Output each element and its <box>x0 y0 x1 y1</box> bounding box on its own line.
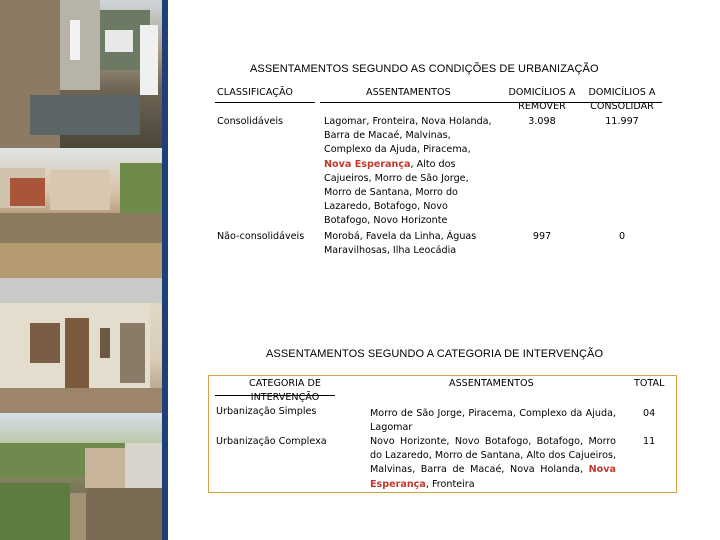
table2-row1-categoria: Urbanização Simples <box>216 406 317 417</box>
photo-polluted-canal <box>0 148 162 278</box>
table1-row2-classificacao: Não-consolidáveis <box>217 231 305 242</box>
table1-header-consolidar-line1: DOMICÍLIOS A <box>588 87 656 98</box>
table1-header-consolidar-line2: CONSOLIDAR <box>590 101 654 113</box>
table1-row2-assentamentos: Morobá, Favela da Linha, Águas Maravilhosas, Ilha Leocádia <box>324 231 477 257</box>
table1-row2-consolidar: 0 <box>618 231 626 242</box>
photo-strip <box>0 0 162 540</box>
table1-header-remover <box>504 86 580 114</box>
table2-header-total: TOTAL <box>634 378 665 389</box>
table2-row1-assentamentos: Morro de São Jorge, Piracema, Complexo da Ajuda, Lagomar <box>370 408 616 434</box>
table1-row1-assentamentos-before: Lagomar, Fronteira, Nova Holanda, Barra de Macaé, Malvinas, Complexo da Ajuda, Piracema, <box>324 116 492 156</box>
table1-header-remover-line2: REMOVER <box>518 101 566 113</box>
table2-title: ASSENTAMENTOS SEGUNDO A CATEGORIA DE INTERVENÇÃO <box>266 348 604 360</box>
table1-row1-assentamentos-after: , Alto dos Cajueiros, Morro de São Jorge, Morro de Santana, Morro do Lazaredo, Botafogo, Novo Botafogo, Novo Horizonte <box>324 158 469 227</box>
table1-header-remover-line1: DOMICÍLIOS A <box>508 87 576 98</box>
table1-row1-classificacao: Consolidáveis <box>217 116 284 127</box>
table1-row1-consolidar: 11.997 <box>605 116 639 127</box>
table1-row2-remover: 997 <box>532 231 552 242</box>
table1-header-consolidar <box>584 86 660 114</box>
photo-flooded-street <box>0 0 162 148</box>
table2-row2-assentamentos-before: Novo Horizonte, Novo Botafogo, Botafogo, Morro do Lazaredo, Morro de Santana, Alto dos Cajueiros, Malvinas, Barra de Macaé, Nova Holanda, <box>370 436 616 476</box>
table2-row2-assentamentos <box>370 435 616 492</box>
table2-row2-assentamentos-highlight: Nova Esperança <box>370 464 616 490</box>
table1-header-assentamentos: ASSENTAMENTOS <box>366 87 451 98</box>
table1-title: ASSENTAMENTOS SEGUNDO AS CONDIÇÕES DE URBANIZAÇÃO <box>250 63 599 75</box>
table2-row2-assentamentos-after: , Fronteira <box>425 478 475 490</box>
table1-row1-assentamentos-highlight: Nova Esperança <box>324 158 411 170</box>
table2-header-assentamentos: ASSENTAMENTOS <box>449 378 534 389</box>
table2-row1-total: 04 <box>643 408 656 419</box>
table1-header-classificacao: CLASSIFICAÇÃO <box>217 87 293 98</box>
table1-row1-remover: 3.098 <box>528 116 556 127</box>
table2-row2-categoria: Urbanização Complexa <box>216 436 327 447</box>
photo-house <box>0 278 162 413</box>
table2-row2-total: 11 <box>643 436 656 447</box>
photo-railway <box>0 413 162 540</box>
table1-row1-assentamentos <box>324 115 496 229</box>
table2-header-categoria: CATEGORIA DE INTERVENÇÃO <box>249 378 321 404</box>
accent-divider-line <box>162 0 168 540</box>
